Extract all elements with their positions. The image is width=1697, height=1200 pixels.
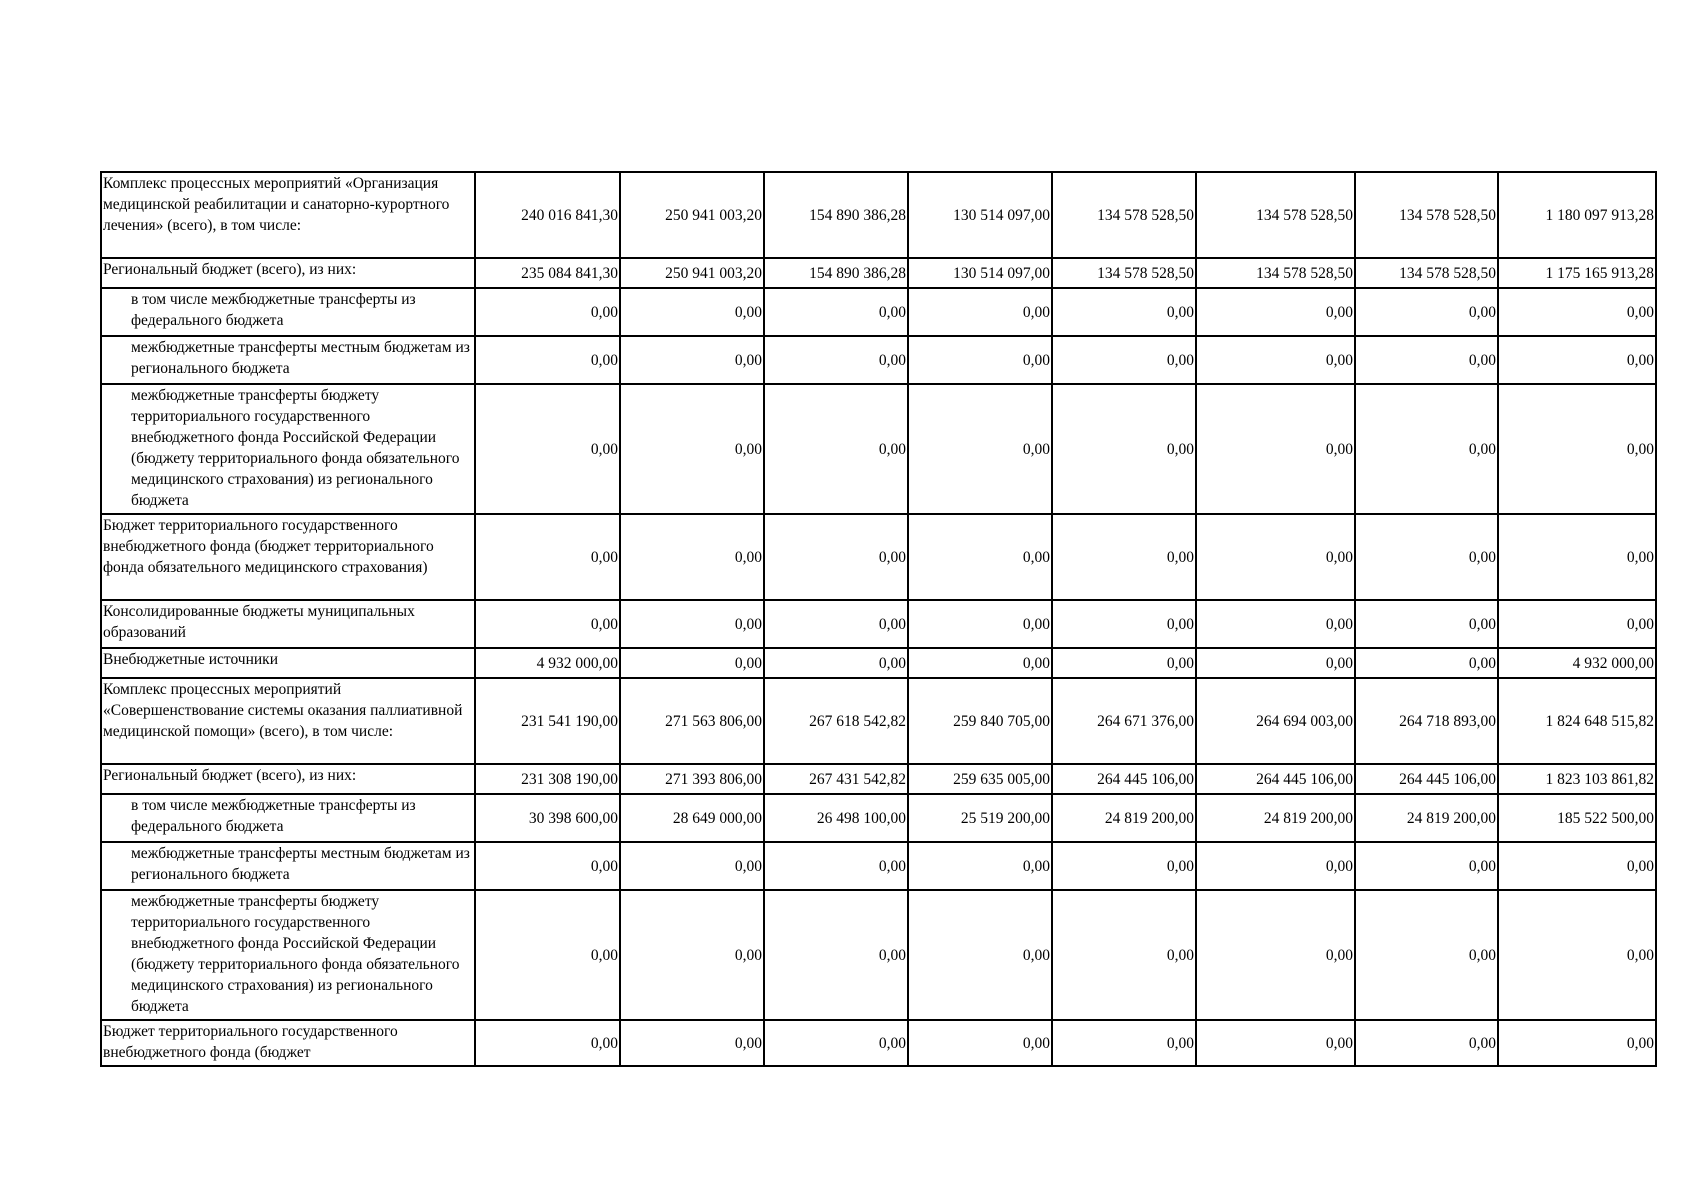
value-cell: 134 578 528,50 <box>1196 258 1355 288</box>
value-cell: 0,00 <box>1196 648 1355 678</box>
value-cell: 0,00 <box>1196 288 1355 336</box>
table-row <box>101 258 1656 288</box>
value-cell: 0,00 <box>1196 1020 1355 1066</box>
total-cell: 185 522 500,00 <box>1498 794 1656 842</box>
table-row <box>101 842 1656 890</box>
row-label: межбюджетные трансферты местным бюджетам из регионального бюджета <box>101 336 475 384</box>
value-cell: 0,00 <box>475 336 620 384</box>
value-cell: 0,00 <box>1052 1020 1196 1066</box>
row-label: межбюджетные трансферты местным бюджетам из регионального бюджета <box>101 842 475 890</box>
value-cell: 0,00 <box>1196 514 1355 600</box>
value-cell: 0,00 <box>764 384 908 514</box>
value-cell: 0,00 <box>620 336 764 384</box>
value-cell: 0,00 <box>1355 288 1498 336</box>
value-cell: 250 941 003,20 <box>620 258 764 288</box>
value-cell: 0,00 <box>1052 842 1196 890</box>
row-label: Комплекс процессных мероприятий «Организация медицинской реабилитации и санаторно-курортного лечения» (всего), в том числе: <box>101 172 475 258</box>
value-cell: 28 649 000,00 <box>620 794 764 842</box>
value-cell: 0,00 <box>764 600 908 648</box>
table-row <box>101 764 1656 794</box>
value-cell: 271 393 806,00 <box>620 764 764 794</box>
value-cell: 130 514 097,00 <box>908 172 1052 258</box>
value-cell: 134 578 528,50 <box>1052 172 1196 258</box>
row-label: Комплекс процессных мероприятий «Совершенствование системы оказания паллиативной медицинской помощи» (всего), в том числе: <box>101 678 475 764</box>
value-cell: 130 514 097,00 <box>908 258 1052 288</box>
total-cell: 0,00 <box>1498 514 1656 600</box>
value-cell: 271 563 806,00 <box>620 678 764 764</box>
total-cell: 0,00 <box>1498 842 1656 890</box>
table-row <box>101 678 1656 764</box>
value-cell: 0,00 <box>620 890 764 1020</box>
row-label: Региональный бюджет (всего), из них: <box>101 258 475 288</box>
row-label: Бюджет территориального государственного внебюджетного фонда (бюджет <box>101 1020 475 1066</box>
value-cell: 0,00 <box>620 600 764 648</box>
total-cell: 0,00 <box>1498 600 1656 648</box>
table-row <box>101 172 1656 258</box>
table-row <box>101 648 1656 678</box>
value-cell: 0,00 <box>620 514 764 600</box>
row-label: в том числе межбюджетные трансферты из федерального бюджета <box>101 288 475 336</box>
value-cell: 134 578 528,50 <box>1196 172 1355 258</box>
value-cell: 259 840 705,00 <box>908 678 1052 764</box>
total-cell: 1 180 097 913,28 <box>1498 172 1656 258</box>
budget-table <box>100 171 1657 1067</box>
value-cell: 134 578 528,50 <box>1355 258 1498 288</box>
value-cell: 264 445 106,00 <box>1196 764 1355 794</box>
value-cell: 0,00 <box>1355 1020 1498 1066</box>
total-cell: 4 932 000,00 <box>1498 648 1656 678</box>
value-cell: 264 694 003,00 <box>1196 678 1355 764</box>
total-cell: 0,00 <box>1498 1020 1656 1066</box>
value-cell: 264 445 106,00 <box>1355 764 1498 794</box>
value-cell: 0,00 <box>1052 288 1196 336</box>
value-cell: 0,00 <box>764 890 908 1020</box>
value-cell: 0,00 <box>1355 600 1498 648</box>
value-cell: 134 578 528,50 <box>1052 258 1196 288</box>
table-body <box>101 172 1656 1066</box>
value-cell: 154 890 386,28 <box>764 258 908 288</box>
total-cell: 0,00 <box>1498 384 1656 514</box>
value-cell: 0,00 <box>1196 842 1355 890</box>
value-cell: 0,00 <box>1355 890 1498 1020</box>
value-cell: 0,00 <box>908 890 1052 1020</box>
value-cell: 0,00 <box>908 288 1052 336</box>
value-cell: 0,00 <box>764 1020 908 1066</box>
value-cell: 0,00 <box>475 514 620 600</box>
value-cell: 264 445 106,00 <box>1052 764 1196 794</box>
row-label: межбюджетные трансферты бюджету территориального государственного внебюджетного фонда Российской Федерации (бюджету территориального фонда обязательного медицинского страхования) из регионального бюджета <box>101 890 475 1020</box>
value-cell: 0,00 <box>1052 890 1196 1020</box>
row-label: межбюджетные трансферты бюджету территориального государственного внебюджетного фонда Российской Федерации (бюджету территориального фонда обязательного медицинского страхования) из регионального бюджета <box>101 384 475 514</box>
value-cell: 267 618 542,82 <box>764 678 908 764</box>
value-cell: 0,00 <box>475 288 620 336</box>
value-cell: 0,00 <box>764 288 908 336</box>
value-cell: 0,00 <box>764 648 908 678</box>
value-cell: 0,00 <box>908 514 1052 600</box>
value-cell: 0,00 <box>1052 600 1196 648</box>
value-cell: 235 084 841,30 <box>475 258 620 288</box>
total-cell: 1 175 165 913,28 <box>1498 258 1656 288</box>
value-cell: 154 890 386,28 <box>764 172 908 258</box>
value-cell: 0,00 <box>1355 336 1498 384</box>
table-row <box>101 384 1656 514</box>
value-cell: 24 819 200,00 <box>1355 794 1498 842</box>
value-cell: 0,00 <box>1196 890 1355 1020</box>
row-label: Внебюджетные источники <box>101 648 475 678</box>
row-label: в том числе межбюджетные трансферты из федерального бюджета <box>101 794 475 842</box>
value-cell: 0,00 <box>1052 648 1196 678</box>
value-cell: 25 519 200,00 <box>908 794 1052 842</box>
value-cell: 0,00 <box>1355 384 1498 514</box>
value-cell: 26 498 100,00 <box>764 794 908 842</box>
total-cell: 0,00 <box>1498 336 1656 384</box>
row-label: Консолидированные бюджеты муниципальных образований <box>101 600 475 648</box>
value-cell: 0,00 <box>1355 648 1498 678</box>
value-cell: 0,00 <box>620 384 764 514</box>
value-cell: 264 718 893,00 <box>1355 678 1498 764</box>
value-cell: 0,00 <box>475 384 620 514</box>
value-cell: 0,00 <box>764 336 908 384</box>
value-cell: 0,00 <box>908 336 1052 384</box>
value-cell: 0,00 <box>475 842 620 890</box>
value-cell: 134 578 528,50 <box>1355 172 1498 258</box>
table-row <box>101 600 1656 648</box>
table-row <box>101 288 1656 336</box>
value-cell: 0,00 <box>908 1020 1052 1066</box>
value-cell: 30 398 600,00 <box>475 794 620 842</box>
value-cell: 24 819 200,00 <box>1196 794 1355 842</box>
table-row <box>101 1020 1656 1066</box>
value-cell: 0,00 <box>908 842 1052 890</box>
value-cell: 0,00 <box>1355 842 1498 890</box>
value-cell: 0,00 <box>475 1020 620 1066</box>
value-cell: 231 308 190,00 <box>475 764 620 794</box>
row-label: Региональный бюджет (всего), из них: <box>101 764 475 794</box>
value-cell: 0,00 <box>1196 384 1355 514</box>
value-cell: 0,00 <box>475 890 620 1020</box>
value-cell: 4 932 000,00 <box>475 648 620 678</box>
value-cell: 0,00 <box>620 288 764 336</box>
value-cell: 264 671 376,00 <box>1052 678 1196 764</box>
value-cell: 0,00 <box>1196 336 1355 384</box>
total-cell: 1 824 648 515,82 <box>1498 678 1656 764</box>
table-row <box>101 514 1656 600</box>
value-cell: 0,00 <box>1052 384 1196 514</box>
value-cell: 0,00 <box>1052 336 1196 384</box>
value-cell: 0,00 <box>908 600 1052 648</box>
value-cell: 0,00 <box>1355 514 1498 600</box>
row-label: Бюджет территориального государственного внебюджетного фонда (бюджет территориального фонда обязательного медицинского страхования) <box>101 514 475 600</box>
value-cell: 231 541 190,00 <box>475 678 620 764</box>
value-cell: 0,00 <box>620 842 764 890</box>
value-cell: 0,00 <box>764 514 908 600</box>
value-cell: 0,00 <box>620 1020 764 1066</box>
value-cell: 0,00 <box>908 384 1052 514</box>
value-cell: 0,00 <box>1052 514 1196 600</box>
value-cell: 267 431 542,82 <box>764 764 908 794</box>
value-cell: 0,00 <box>620 648 764 678</box>
value-cell: 24 819 200,00 <box>1052 794 1196 842</box>
value-cell: 0,00 <box>764 842 908 890</box>
value-cell: 259 635 005,00 <box>908 764 1052 794</box>
value-cell: 0,00 <box>908 648 1052 678</box>
total-cell: 0,00 <box>1498 288 1656 336</box>
table-row <box>101 336 1656 384</box>
value-cell: 0,00 <box>1196 600 1355 648</box>
total-cell: 0,00 <box>1498 890 1656 1020</box>
total-cell: 1 823 103 861,82 <box>1498 764 1656 794</box>
table-row <box>101 794 1656 842</box>
value-cell: 0,00 <box>475 600 620 648</box>
value-cell: 240 016 841,30 <box>475 172 620 258</box>
table-row <box>101 890 1656 1020</box>
value-cell: 250 941 003,20 <box>620 172 764 258</box>
